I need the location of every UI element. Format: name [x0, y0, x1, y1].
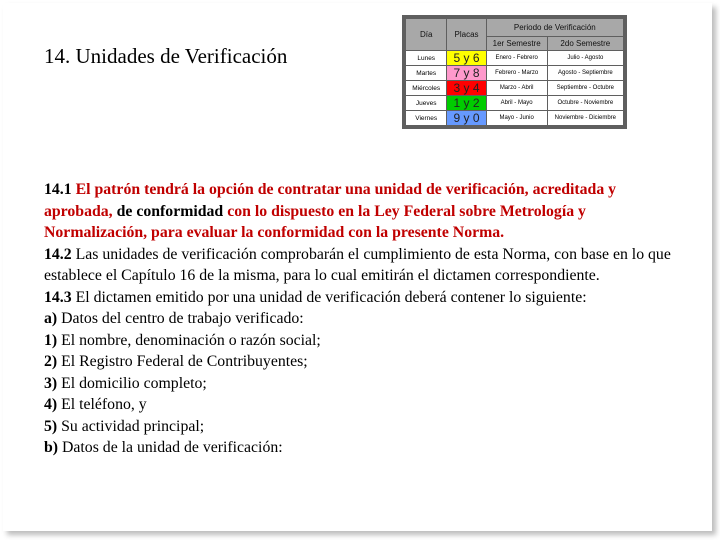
item-text: Datos de la unidad de verificación: — [62, 439, 283, 456]
paragraph-14-3 — [44, 287, 684, 309]
list-item — [44, 416, 684, 438]
item-text: El nombre, denominación o razón social; — [61, 331, 321, 349]
list-item — [44, 394, 684, 416]
row-sem2: Noviembre - Diciembre — [547, 111, 623, 126]
row-day: Jueves — [406, 96, 447, 111]
row-sem1: Febrero - Marzo — [486, 66, 547, 81]
item-key: 2) — [44, 353, 58, 370]
table-row — [406, 66, 624, 81]
item-key: 3) — [44, 374, 58, 392]
clause-text-red: El patrón tendrá la opción de contratar una unidad de verificación, acreditada y aprobada, — [44, 181, 617, 220]
list-item — [44, 373, 684, 395]
row-plates: 3 y 4 — [447, 81, 486, 96]
table-row — [406, 51, 624, 66]
item-key: 5) — [44, 417, 58, 435]
item-key: 4) — [44, 396, 58, 413]
row-day: Lunes — [406, 51, 447, 66]
row-sem2: Agosto - Septiembre — [547, 66, 623, 81]
row-sem1: Abril - Mayo — [486, 96, 547, 111]
list-item — [44, 330, 684, 352]
list-item — [44, 308, 684, 330]
clause-text: Las unidades de verificación comprobarán el cumplimiento de esta Norma, con base en lo que establece el Capítulo 16 de la misma, para lo cual emitirán el dictamen correspondiente. — [44, 245, 671, 284]
row-plates: 9 y 0 — [447, 111, 486, 126]
header-dia: Día — [406, 19, 447, 51]
paragraph-14-1 — [44, 179, 684, 244]
header-semestre-2: 2do Semestre — [547, 36, 623, 50]
clause-number: 14.1 — [44, 181, 72, 198]
item-text: El domicilio completo; — [61, 374, 207, 392]
row-sem1: Mayo - Junio — [486, 111, 547, 126]
list-item — [44, 351, 684, 373]
row-day: Miércoles — [406, 81, 447, 96]
item-key: a) — [44, 310, 58, 327]
row-day: Viernes — [406, 111, 447, 126]
header-periodo: Periodo de Verificación — [486, 19, 623, 37]
paragraph-14-2 — [44, 244, 684, 287]
verification-schedule-table — [402, 15, 627, 129]
row-sem2: Julio - Agosto — [547, 51, 623, 66]
clause-number: 14.2 — [44, 245, 72, 263]
slide-body — [44, 179, 684, 459]
row-sem1: Marzo - Abril — [486, 81, 547, 96]
item-text: Datos del centro de trabajo verificado: — [61, 310, 304, 327]
header-semestre-1: 1er Semestre — [486, 36, 547, 50]
item-key: 1) — [44, 331, 58, 349]
slide-title: 14. Unidades de Verificación — [44, 44, 288, 68]
row-sem2: Septiembre - Octubre — [547, 81, 623, 96]
list-item — [44, 437, 684, 459]
table-row — [406, 111, 624, 126]
row-plates: 1 y 2 — [447, 96, 486, 111]
row-day: Martes — [406, 66, 447, 81]
item-key: b) — [44, 439, 59, 456]
row-sem2: Octubre - Noviembre — [547, 96, 623, 111]
clause-text-red: con lo dispuesto en la Ley Federal sobre Metrología y Normalización, para evaluar la conformidad con la presente Norma. — [44, 202, 586, 241]
clause-text: El dictamen emitido por una unidad de verificación deberá contener lo siguiente: — [75, 288, 587, 306]
header-placas: Placas — [447, 19, 486, 51]
item-text: Su actividad principal; — [61, 417, 205, 435]
clause-number: 14.3 — [44, 288, 72, 306]
row-plates: 5 y 6 — [447, 51, 486, 66]
item-text: El Registro Federal de Contribuyentes; — [61, 353, 308, 370]
row-sem1: Enero - Febrero — [486, 51, 547, 66]
table-row — [406, 96, 624, 111]
item-text: El teléfono, y — [61, 396, 147, 413]
row-plates: 7 y 8 — [447, 66, 486, 81]
table-row — [406, 81, 624, 96]
clause-text: de conformidad — [116, 202, 224, 220]
